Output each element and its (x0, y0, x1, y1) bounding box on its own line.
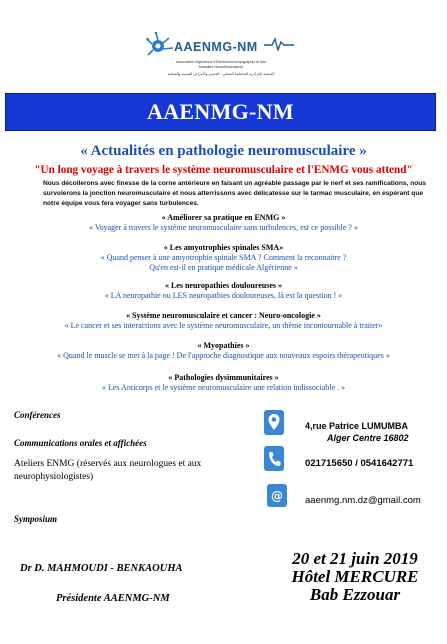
theme-block (0, 281, 447, 301)
theme-title: « Myopathies » (197, 341, 250, 350)
theme-description: « Les Anticorps et le système neuromusculaire une relation indissociable . » (101, 383, 346, 392)
theme-block (0, 311, 447, 331)
address-city: Alger Centre 16802 (327, 433, 409, 443)
logo-subtitle-line-1: Association Algérienne d'Electroneuromyographie et des (176, 60, 266, 64)
intro-paragraph: Nous décollerons avec finesse de la corne antérieure en faisant un agréable passage par le nerf et ses ramifications, nous survolerons la jonction neuromusculaire et nous atterrissons avec délicatesse sur le tarmac musculaire, en espérant que notre équipe vous fera voyager sans turbulences. (43, 180, 426, 207)
congress-subtitle: « Actualités en pathologie neuromusculaire » (80, 143, 367, 159)
title-banner (5, 93, 436, 131)
event-info (275, 550, 435, 604)
theme-block (0, 243, 447, 273)
email-address: aaenmg.nm.dz@gmail.com (305, 495, 421, 506)
president-title: Présidente AAENMG-NM (56, 593, 170, 604)
theme-description: « Le cancer et ses interactions avec le système neuromusculaire, un thème incontournable à traiter» (64, 321, 383, 330)
at-sign-icon (267, 484, 287, 507)
address-street: 4,rue Patrice LUMUMBA (305, 421, 409, 431)
theme-description: « Quand penser à une amyotrophie spinale SMA ? Comment la reconnaitre ? (100, 253, 347, 262)
association-logo (146, 30, 296, 88)
theme-title: « Système neuromusculaire et cancer : Neuro-oncologie » (126, 311, 321, 320)
phone-numbers: 021715650 / 0541642771 (305, 458, 414, 469)
banner-title: AAENMG-NM (147, 99, 294, 124)
tagline: "Un long voyage à travers le système neuromusculaire et l'ENMG vous attend" (34, 164, 413, 176)
program-communications: Communications orales et affichées (14, 438, 147, 448)
location-pin-icon (264, 410, 284, 435)
phone-icon (264, 446, 284, 471)
theme-description: « LA neuropathie ou LES neuropathies douloureuses, là est la question ! » (104, 291, 343, 300)
program-ateliers: Ateliers ENMG (réservés aux neurologues et aux neurophysiologistes) (14, 459, 202, 482)
theme-description: Qu'en est-il en pratique médicale Algérienne » (149, 263, 298, 272)
event-place: Bab Ezzouar (309, 585, 401, 604)
theme-title: « Pathologies dysimmunitaires » (168, 373, 279, 382)
neuron-icon (146, 30, 176, 60)
theme-description: « Voyager à travers le système neuromusculaire sans turbulences, est ce possible ? » (89, 223, 358, 232)
theme-title: « Les neuropathies douloureuses » (164, 281, 283, 290)
theme-title: « Les amyotrophies spinales SMA» (163, 243, 284, 252)
logo-subtitle-line-2: Maladies NeuroMusculaires (198, 65, 244, 69)
program-symposium: Symposium (14, 514, 58, 524)
theme-block (0, 341, 447, 361)
theme-title: « Améliorer sa pratique en ENMG » (161, 213, 286, 222)
theme-description: « Quand le muscle se met à la page ! De l'approche diagnostique aux nouveaux espoirs thérapeutiques » (57, 351, 390, 360)
theme-block (0, 213, 447, 233)
president-name: Dr D. MAHMOUDI - BENKAOUHA (20, 563, 183, 574)
emg-wave-icon (264, 37, 294, 51)
event-date: 20 et 21 juin 2019 (292, 549, 418, 568)
theme-block (0, 373, 447, 393)
logo-arabic-line: الجمعية الجزائرية للتخطيط العضلي - العصبي والأمراض العصبية والعضلية (167, 72, 275, 76)
logo-name: AAENMG-NM (174, 40, 258, 54)
svg-text:@: @ (271, 489, 283, 503)
event-venue: Hôtel MERCURE (291, 567, 419, 586)
program-conferences: Conférences (14, 410, 61, 420)
